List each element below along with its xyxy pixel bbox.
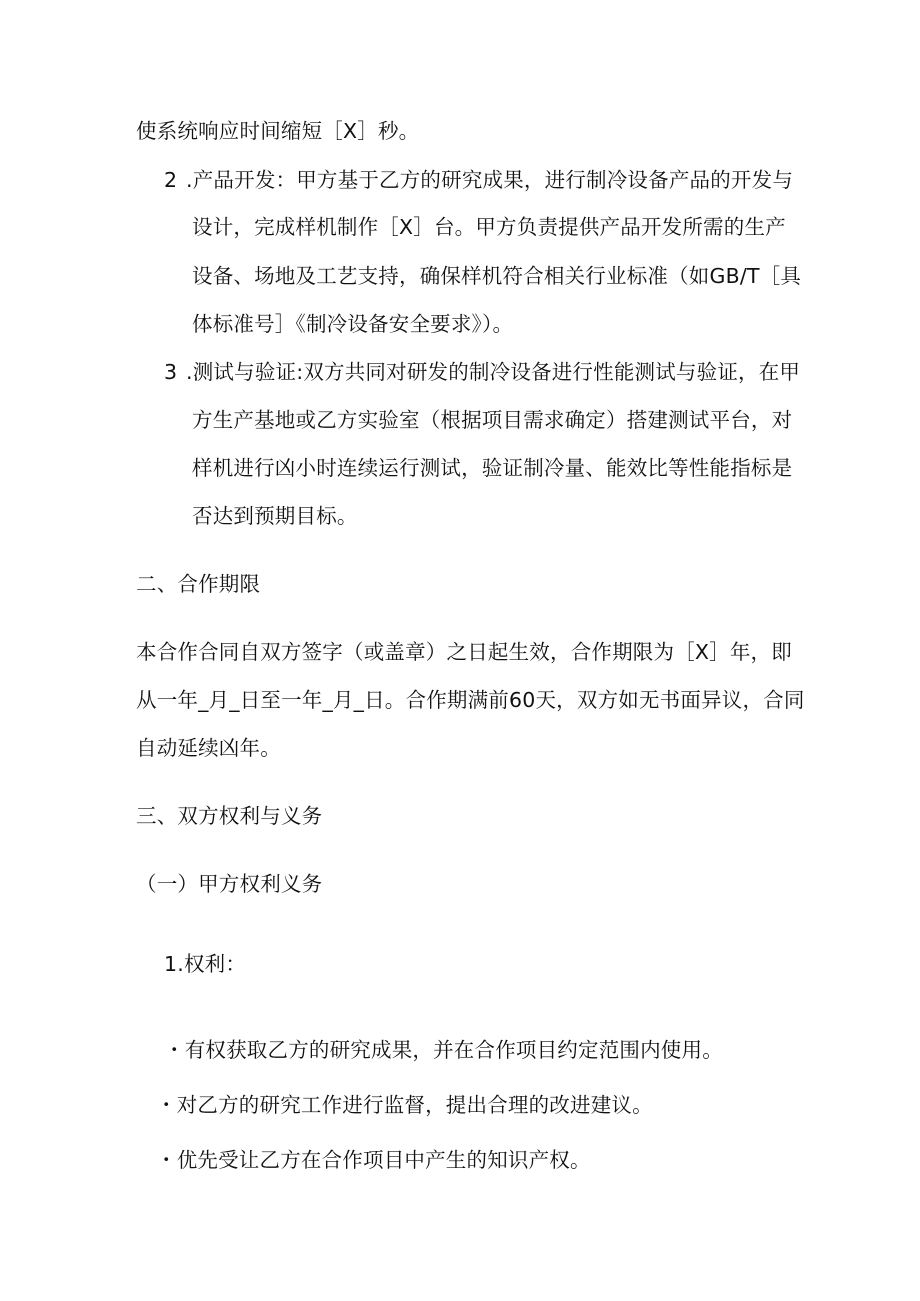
paragraph-line: 设备、场地及工艺支持，确保样机符合相关行业标准（如GB/T［具 — [192, 264, 802, 288]
list-number: 2 — [164, 168, 178, 192]
paragraph-line: 从一年_月_日至一年_月_日。合作期满前60天，双方如无书面异议，合同 — [136, 688, 805, 712]
bullet-item: ・对乙方的研究工作进行监督，提出合理的改进建议。 — [156, 1093, 653, 1117]
section-heading: 三、双方权利与义务 — [136, 804, 323, 828]
paragraph-line: 样机进行凶小时连续运行测试，验证制冷量、能效比等性能指标是 — [192, 456, 793, 480]
bullet-item: ・优先受让乙方在合作项目中产生的知识产权。 — [156, 1148, 591, 1172]
paragraph-line: 自动延续凶年。 — [136, 736, 281, 760]
section-heading: 二、合作期限 — [136, 572, 261, 596]
paragraph-line: .测试与验证:双方共同对研发的制冷设备进行性能测试与验证，在甲 — [186, 360, 801, 384]
paragraph-line: .产品开发：甲方基于乙方的研究成果，进行制冷设备产品的开发与 — [186, 168, 794, 192]
rights-label: 1.权利： — [164, 952, 247, 976]
paragraph-line: 设计，完成样机制作［X］台。甲方负责提供产品开发所需的生产 — [192, 215, 786, 239]
paragraph-line: 否达到预期目标。 — [192, 504, 358, 528]
bullet-item: ・有权获取乙方的研究成果，并在合作项目约定范围内使用。 — [164, 1038, 723, 1062]
paragraph-line: 体标准号］《制冷设备安全要求》）。 — [192, 312, 514, 336]
subsection-heading: （一）甲方权利义务 — [136, 872, 323, 896]
paragraph-line: 使系统响应时间缩短［X］秒。 — [136, 119, 420, 143]
list-number: 3 — [164, 360, 178, 384]
paragraph-line: 方生产基地或乙方实验室（根据项目需求确定）搭建测试平台，对 — [192, 408, 793, 432]
paragraph-line: 本合作合同自双方签字（或盖章）之日起生效，合作期限为［X］年，即 — [136, 640, 792, 664]
